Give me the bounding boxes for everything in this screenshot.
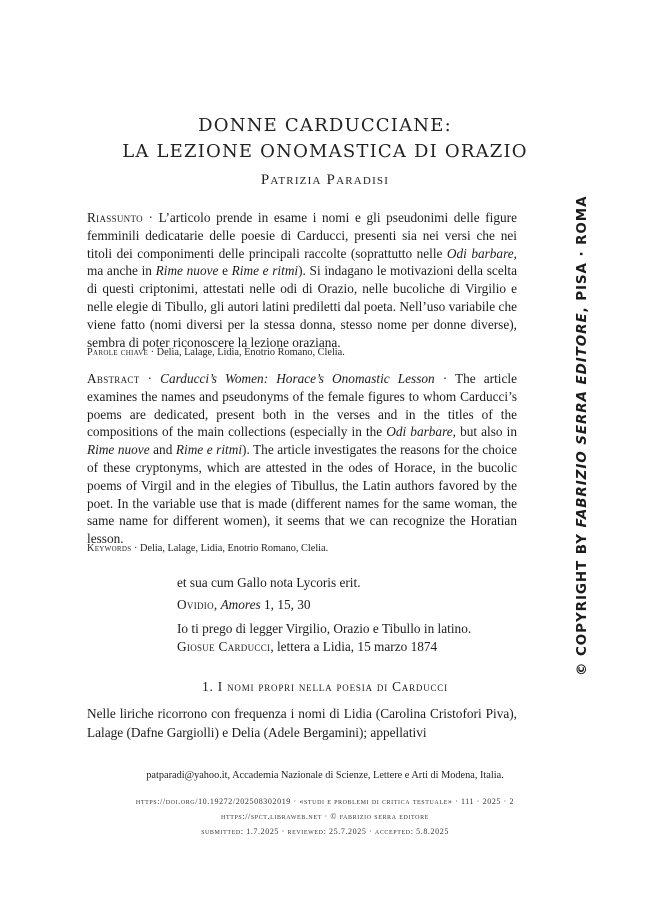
riassunto-text-4: ). Si indagano le motivazioni della scelta di questi criptonimi, attestati nelle odi di Orazio, nelle bucoliche di Virgilio e nelle elegie di Tibullo, gli autori latini prediletti dal poeta. Nell’uso variabile che viene fatto (nomi diversi per la stessa donna, stesso nome per donne diverse), sembra di poter riconoscere la lezione oraziana. — [87, 263, 518, 350]
riassunto-separator: · — [142, 210, 159, 225]
parole-chiave-line — [87, 346, 517, 360]
copyright-part-3: , PISA · ROMA — [574, 195, 590, 313]
epigraph-1-quote: et sua cum Gallo nota Lycoris erit. — [177, 575, 361, 590]
copyright-publisher: FABRIZIO SERRA EDITORE — [574, 312, 590, 528]
abstract-separator: · — [139, 371, 161, 386]
abstract-label: Abstract — [87, 371, 140, 386]
abstract-separator-2: · — [434, 371, 456, 386]
epigraph-1-ref: 1, 15, 30 — [260, 597, 311, 612]
abstract-rime-nuove: Rime nuove — [87, 442, 150, 458]
riassunto-text-3: e — [218, 263, 232, 279]
riassunto-rime-e-ritmi: Rime e ritmi — [231, 263, 299, 279]
abstract-odi-barbare: Odi barbare — [386, 424, 453, 440]
section-heading: 1. I nomi propri nella poesia di Carducci — [202, 679, 448, 694]
epigraph-1-source — [177, 596, 527, 614]
epigraph-2-quote: Io ti prego di legger Virgilio, Orazio e Tibullo in latino. — [177, 621, 472, 636]
epigraph-2-author: Giosue Carducci — [177, 639, 271, 654]
parole-chiave-text: Delia, Lalage, Lidia, Enotrio Romano, Clelia. — [156, 347, 345, 358]
riassunto-odi-barbare: Odi barbare — [446, 245, 514, 261]
riassunto-paragraph — [87, 209, 517, 351]
author-name: Patrizia Paradisi — [260, 172, 390, 188]
abstract-rime-e-ritmi: Rime e ritmi — [175, 442, 243, 458]
keywords-separator: · — [131, 543, 141, 554]
epigraph-1-sep: , — [213, 597, 221, 612]
riassunto-text-1: L’articolo prende in esame i nomi e gli pseudonimi delle figure femminili dedicatarie delle poesie di Carducci, presenti sia nei versi che nei titoli dei componimenti delle principali raccolte (soprattutto nelle — [87, 210, 517, 261]
body-paragraph: Nelle liriche ricorrono con frequenza i nomi di Lidia (Carolina Cristofori Piva), Lalage (Dafne Gargiolli) e Delia (Adele Bergamini); appellativi — [87, 706, 517, 740]
riassunto-rime-nuove: Rime nuove — [155, 263, 219, 279]
vertical-copyright-notice — [574, 196, 590, 676]
abstract-text-3: and — [149, 442, 176, 458]
article-title-line-2: LA LEZIONE ONOMASTICA DI ORAZIO — [122, 141, 528, 162]
author-affiliation-footnote: patparadi@yahoo.it, Accademia Nazionale di Scienze, Lettere e Arti di Modena, Italia. — [146, 770, 504, 781]
doi-journal-line: https://doi.org/10.19272/202508302019 · «studi e problemi di critica testuale» · 111 · 2025 · 2 — [135, 797, 515, 806]
epigraph-1-work: Amores — [220, 597, 261, 612]
epigraph-2-source — [177, 638, 527, 656]
keywords-line — [87, 542, 517, 556]
keywords-text: Delia, Lalage, Lidia, Enotrio Romano, Clelia. — [140, 543, 329, 554]
abstract-text-2: , but also in — [452, 424, 517, 440]
epigraph-1-author: Ovidio — [177, 597, 214, 612]
abstract-text-1: The article examines the names and pseudonyms of the female figures to whom Carducci’s poems are dedicated, present both in the verses and in the titles of the compositions of the main collections (especially in the — [87, 371, 517, 440]
parole-chiave-label: Parole chiave — [87, 347, 149, 358]
abstract-text-4: ). The article investigates the reasons for the choice of these cryptonyms, which are attested in the odes of Horace, in the bucolic poems of Virgil and in the elegies of Tibullus, the Latin authors favored by the poet. In the variable use that is made (different names for the same woman, the same name for different women), it seems that we can recognize the Horatian lesson. — [87, 442, 517, 547]
website-copyright-line: https://spct.libraweb.net · © fabrizio serra editore — [221, 812, 429, 821]
abstract-paragraph — [87, 370, 517, 548]
epigraph-2-ref: , lettera a Lidia, 15 marzo 1874 — [270, 639, 438, 654]
article-title-line-1: DONNE CARDUCCIANE: — [198, 115, 452, 136]
copyright-part-1: © COPYRIGHT BY — [574, 527, 590, 676]
riassunto-label: Riassunto — [87, 210, 143, 225]
keywords-label: Keywords — [87, 543, 132, 554]
parole-chiave-separator: · — [148, 347, 157, 358]
abstract-title: Carducci’s Women: Horace’s Onomastic Lesson — [160, 371, 435, 386]
riassunto-text-2: , ma anche in — [87, 245, 517, 279]
submission-dates-line: submitted: 1.7.2025 · reviewed: 25.7.2025 · accepted: 5.8.2025 — [201, 827, 449, 836]
